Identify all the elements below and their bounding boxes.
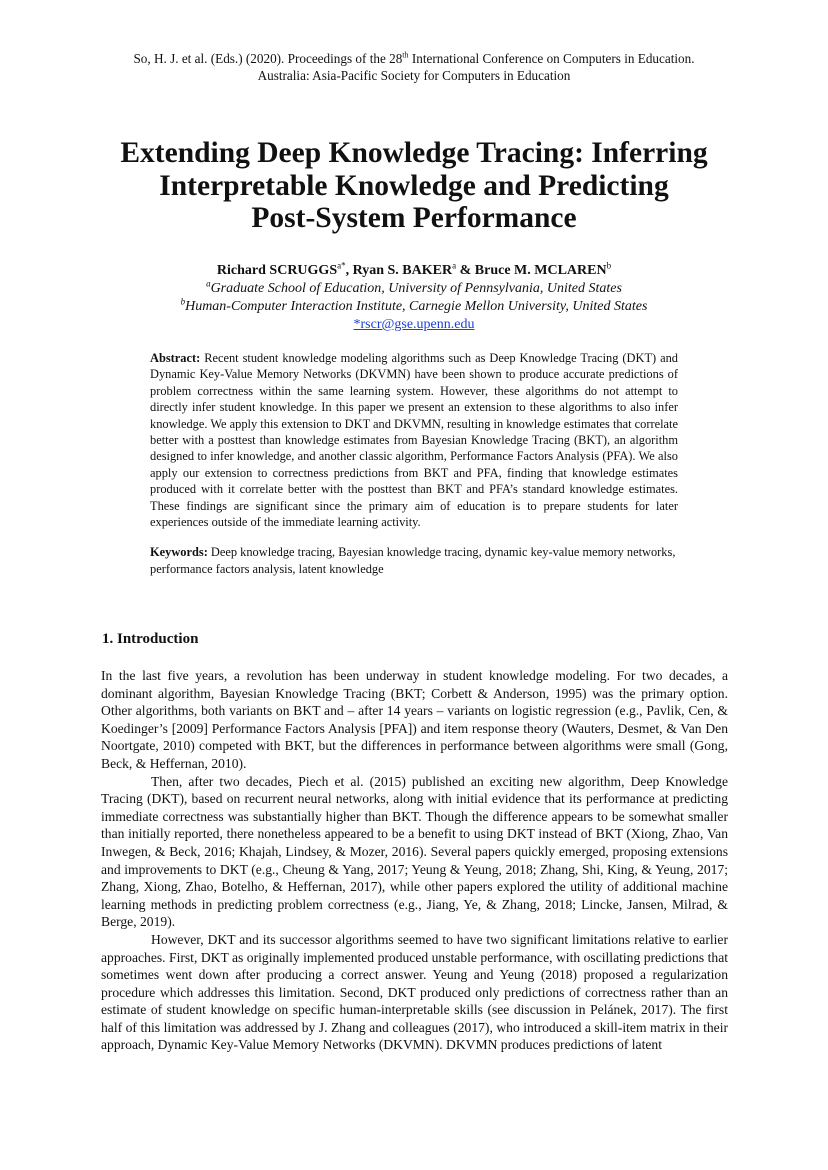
email-line bbox=[100, 316, 728, 334]
body-paragraph-1: In the last five years, a revolution has been underway in student knowledge modeling. For two decades, a dominant algorithm, Bayesian Knowledge Tracing (BKT; Corbett & Anderson, 1995) was the primary option. Other algorithms, both variants on BKT and – after 14 years – variants on logistic regression (e.g., Pavlik, Cen, & Koedinger’s [2009] Performance Factors Analysis [PFA]) and item response theory (Wauters, Desmet, & Van Den Noortgate, 2010) competed with BKT, but the differences in performance between algorithms were small (Gong, Beck, & Heffernan, 2010). bbox=[101, 668, 728, 771]
affiliation-b: $^b$Human-Computer Interaction Institute, Carnegie Mellon University, United States bbox=[180, 296, 648, 314]
abstract-label: Abstract: bbox=[150, 351, 201, 365]
running-head bbox=[100, 50, 728, 84]
paper-title bbox=[60, 137, 768, 235]
section-heading: 1. Introduction bbox=[102, 631, 199, 647]
affiliation-a: $^a$Graduate School of Education, University of Pennsylvania, United States bbox=[206, 278, 622, 296]
abstract-paragraph bbox=[150, 350, 678, 530]
title-line-1: Extending Deep Knowledge Tracing: Inferring bbox=[120, 137, 708, 169]
author-name: Ryan S. BAKER bbox=[352, 263, 453, 278]
keywords-text: Deep knowledge tracing, Bayesian knowledge tracing, dynamic key-value memory networks, performance factors analysis, latent knowledge bbox=[150, 545, 676, 576]
body-paragraph-3: However, DKT and its successor algorithms seemed to have two significant limitations relative to earlier approaches. First, DKT as originally implemented produced unstable performance, with oscillating predictions that sometimes went down after producing a correct answer. Yeung and Yeung (2018) proposed a regularization procedure which addresses this limitation. Second, DKT produced only predictions of correctness rather than an estimate of student knowledge on specific human-interpretable skills (see discussion in Pelánek, 2017). The first half of this limitation was addressed by J. Zhang and colleagues (2017), who introduced a skill-item matrix in their approach, Dynamic Key-Value Memory Networks (DKVMN). DKVMN produces predictions of latent bbox=[101, 931, 728, 1053]
keywords-paragraph bbox=[150, 544, 678, 577]
author-names: Richard $SCRUGGS^{a*}$, Ryan S. BAKER$^a$ & Bruce M. MCLAREN$^b$ bbox=[216, 260, 612, 278]
running-head-line-1: So, H. J. et al. (Eds.) (2020). Proceedings of the 28th International Conference on Computers in Education. bbox=[133, 50, 695, 66]
body-paragraph-2: Then, after two decades, Piech et al. (2015) published an exciting new algorithm, Deep Knowledge Tracing (DKT), based on recurrent neural networks, along with initial evidence that its performance at predicting immediate correctness was substantially higher than BKT. Though the difference appears to be somewhat smaller than initially reported, there nonetheless appeared to be a benefit to using DKT instead of BKT (Xiong, Zhao, Van Inwegen, & Beck, 2016; Khajah, Lindsey, & Mozer, 2016). Several papers quickly emerged, proposing extensions and improvements to DKT (e.g., Cheung & Yang, 2017; Yeung & Yeung, 2018; Zhang, Shi, King, & Yeung, 2017; Zhang, Xiong, Zhao, Botelho, & Heffernan, 2017), while other papers explored the utility of additional machine learning methods in predicting problem correctness (e.g., Jiang, Ye, & Zhang, 2018; Lincke, Jansen, Milrad, & Berge, 2019). bbox=[101, 773, 728, 930]
title-line-3: Post-System Performance bbox=[251, 202, 577, 234]
keywords-label: Keywords: bbox=[150, 545, 208, 560]
author-name: Richard SCRUGGS bbox=[216, 263, 338, 278]
author-block bbox=[100, 262, 728, 334]
author-name: Bruce M. MCLAREN bbox=[474, 263, 607, 278]
running-head-line-2: Australia: Asia-Pacific Society for Computers in Education bbox=[257, 68, 571, 83]
abstract-text: Recent student knowledge modeling algorithms such as Deep Knowledge Tracing (DKT) and Dynamic Key-Value Memory Networks (DKVMN) have been shown to produce accurate predictions of problem correctness within the same learning system. However, these algorithms do not attempt to directly infer student knowledge. In this paper we present an extension to these algorithms to also infer knowledge. We apply this extension to DKT and DKVMN, resulting in knowledge estimates that correlate better with a posttest than knowledge estimates from Bayesian Knowledge Tracing (BKT), an algorithm designed to infer knowledge, and another classic algorithm, Performance Factors Analysis (PFA). We also apply our extension to correctness predictions from BKT and PFA, finding that knowledge estimates produced with it correlate better with the posttest than BKT and PFA’s standard knowledge estimates. These findings are significant since the primary aim of education is to prepare students for later experiences outside of the immediate learning activity. bbox=[150, 351, 678, 530]
abstract-block bbox=[150, 350, 678, 577]
title-line-2: Interpretable Knowledge and Predicting bbox=[159, 169, 669, 202]
email-link[interactable]: *rscr@gse.upenn.edu bbox=[353, 317, 475, 332]
body-text bbox=[101, 667, 728, 1054]
